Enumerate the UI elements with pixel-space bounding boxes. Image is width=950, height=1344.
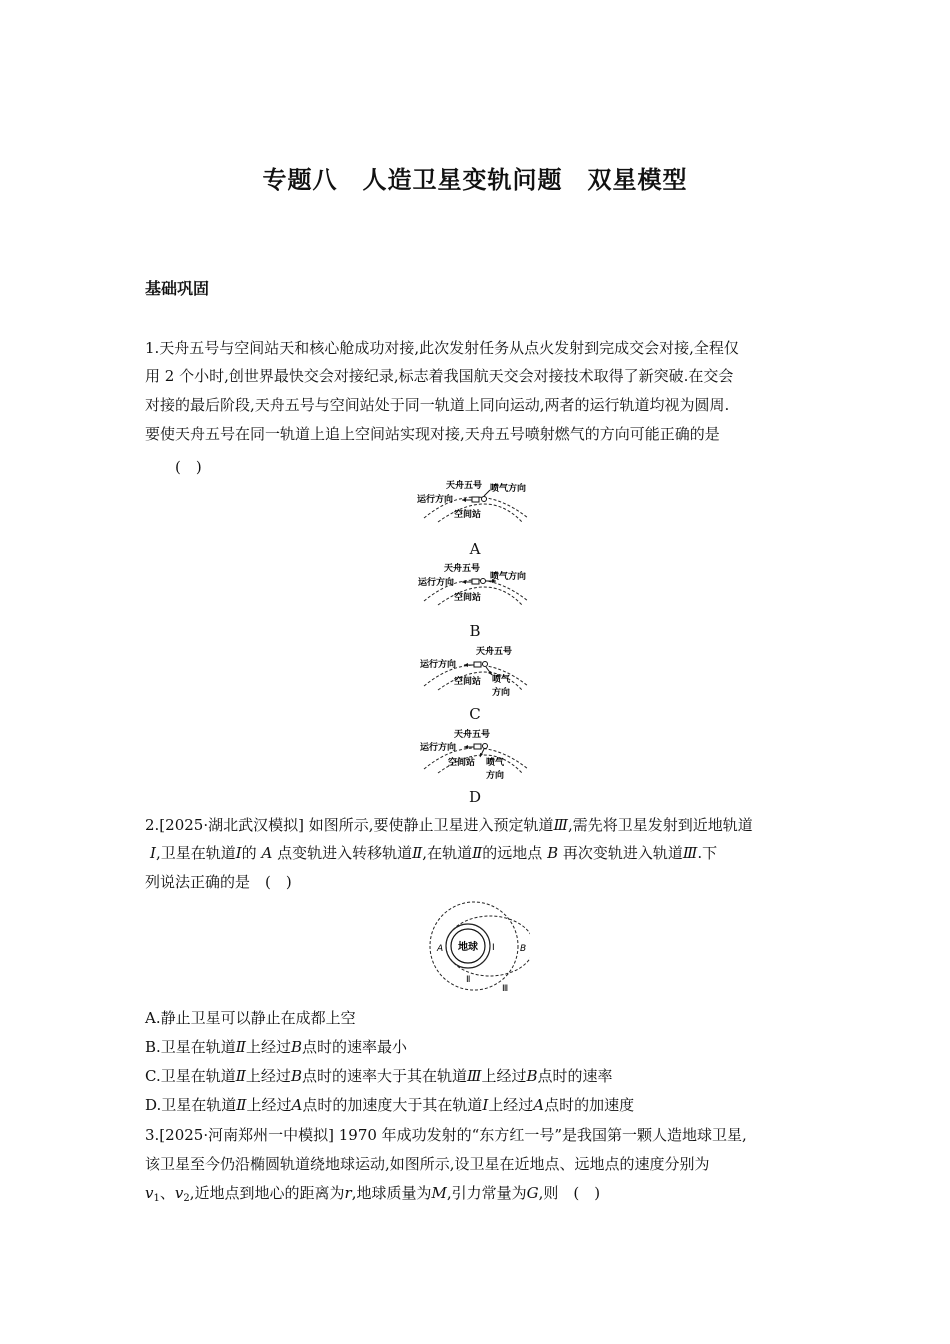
q2-text: 点变轨进入转移轨道 [277,844,413,862]
q2-text: 上经过 [488,1096,534,1114]
q2-text: 点时的加速度大于其在轨道 [302,1096,483,1114]
orbit-3: Ⅲ [466,1067,482,1085]
point-b: B [547,844,559,862]
option-a-label: A [469,540,481,558]
point-b: B [526,1067,538,1085]
q2-text: 点时的加速度 [544,1096,635,1114]
q2-option-b [145,1037,407,1057]
jet-label: 喷气 [486,758,505,768]
symbol-r: r [344,1184,352,1202]
symbol-m: M [431,1184,447,1202]
jet-label: 喷气 [492,675,511,685]
q1-answer-bracket: ( ) [175,458,202,476]
section-heading: 基础巩固 [145,279,210,298]
orbit-1-label: Ⅰ [492,943,495,953]
q2-text: 上经过 [246,1038,292,1056]
q2-option-d [145,1095,634,1115]
q3-line-1: 3.[2025·河南郑州一中模拟] 1970 年成功发射的“东方红一号”是我国第一颗人造地球卫星, [145,1126,747,1144]
station-label: 空间站 [448,758,476,768]
station-label: 空间站 [454,510,482,520]
orbit-2: Ⅱ [472,844,483,862]
q2-text: 再次变轨进入轨道 [562,844,683,862]
direction-label: 方向 [486,771,505,781]
q2-text: 上经过 [481,1067,527,1085]
option-c-label: C [469,705,481,723]
orbit-2-label: Ⅱ [466,975,471,985]
station-label: 空间站 [454,677,482,687]
option-d-label: D [468,788,482,806]
q2-text: 2.[2025·湖北武汉模拟] 如图所示,要使静止卫星进入预定轨道 [145,816,554,834]
q1-line-4: 要使天舟五号在同一轨道上追上空间站实现对接,天舟五号喷射燃气的方向可能正确的是 [145,425,720,443]
point-b-label: B [520,944,527,954]
jet-direction-label: 喷气方向 [490,484,527,494]
q2-text: ,需先将卫星发射到近地轨道 [567,816,753,834]
point-b: B [291,1038,303,1056]
tianzhou-label: 天舟五号 [454,730,491,740]
orbit-3: Ⅲ [682,844,698,862]
q2-text: 上经过 [245,1067,291,1085]
q2-text: C.卫星在轨道 [145,1067,236,1085]
orbit-2: Ⅱ [236,1096,247,1114]
q3-text: ,引力常量为 [446,1184,527,1202]
subscript-1: 1 [153,1193,160,1204]
tianzhou-label: 天舟五号 [444,564,481,574]
q2-text: B.卫星在轨道 [145,1038,236,1056]
run-direction-label: 运行方向 [420,660,457,670]
q3-text: ,地球质量为 [351,1184,432,1202]
orbit-1: Ⅰ [235,844,242,862]
orbit-2: Ⅱ [235,1038,246,1056]
q2-text: 的远地点 [482,844,543,862]
q3-line-2: 该卫星至今仍沿椭圆轨道绕地球运动,如图所示,设卫星在近地点、远地点的速度分别为 [145,1155,710,1173]
symbol-g: G [526,1184,539,1202]
q2-text: 点时的速率大于其在轨道 [301,1067,467,1085]
tianzhou-label: 天舟五号 [476,647,513,657]
q1-line-3: 对接的最后阶段,天舟五号与空间站处于同一轨道上同向运动,两者的运行轨道均视为圆周. [145,396,730,414]
point-a: A [533,1096,545,1114]
orbit-3: Ⅲ [553,816,568,834]
q2-option-a: A.静止卫星可以静止在成都上空 [145,1009,356,1027]
q2-text: ,在轨道 [422,844,473,862]
q1-line-2: 用 2 个小时,创世界最快交会对接纪录,标志着我国航天交会对接技术取得了新突破.在交会 [145,367,734,385]
page-title: 专题八 人造卫星变轨问题 双星模型 [262,166,688,194]
orbit-1: Ⅰ [482,1096,489,1114]
q1-line-1: 1.天舟五号与空间站天和核心舱成功对接,此次发射任务从点火发射到完成交会对接,全程仅 [145,339,739,357]
q2-text: ,卫星在轨道 [155,844,236,862]
run-direction-label: 运行方向 [417,495,454,505]
q1-figure-d [410,727,540,787]
q2-text: D.卫星在轨道 [145,1096,237,1114]
point-a: A [291,1096,303,1114]
orbit-3-label: Ⅲ [502,984,509,994]
q3-text: ,则 ( ) [538,1184,601,1202]
velocity-v2: v [174,1184,184,1202]
jet-direction-label: 喷气方向 [490,572,527,582]
orbit-1: Ⅰ [150,844,156,862]
q2-orbit-figure [420,898,530,1002]
station-label: 空间站 [454,593,482,603]
velocity-v1: v [145,1184,154,1202]
q1-figure-a [410,478,540,528]
q2-text: 上经过 [246,1096,292,1114]
option-b-label: B [469,622,481,640]
q2-line-3: 列说法正确的是 ( ) [145,873,292,891]
q2-text: .下 [697,844,718,862]
q2-text: 点时的速率 [537,1067,613,1085]
run-direction-label: 运行方向 [420,743,457,753]
point-a-label: A [437,944,444,954]
run-direction-label: 运行方向 [418,578,455,588]
q2-text: 的 [241,844,257,862]
q1-figure-b [410,561,540,611]
orbit-2: Ⅱ [412,844,423,862]
point-b: B [290,1067,302,1085]
direction-label: 方向 [492,688,511,698]
q2-line-2 [150,843,717,863]
q2-text: 点时的速率最小 [302,1038,408,1056]
q2-option-c [145,1066,613,1086]
point-a: A [261,844,273,862]
q3-text: 、 [159,1184,175,1202]
subscript-2: 2 [183,1193,190,1204]
q3-text: ,近地点到地心的距离为 [189,1184,345,1202]
tianzhou-label: 天舟五号 [446,481,483,491]
q1-figure-c [410,644,540,704]
earth-label: 地球 [458,942,478,953]
q3-line-3 [145,1183,600,1209]
orbit-2: Ⅱ [235,1067,246,1085]
q2-line-1 [145,815,753,835]
